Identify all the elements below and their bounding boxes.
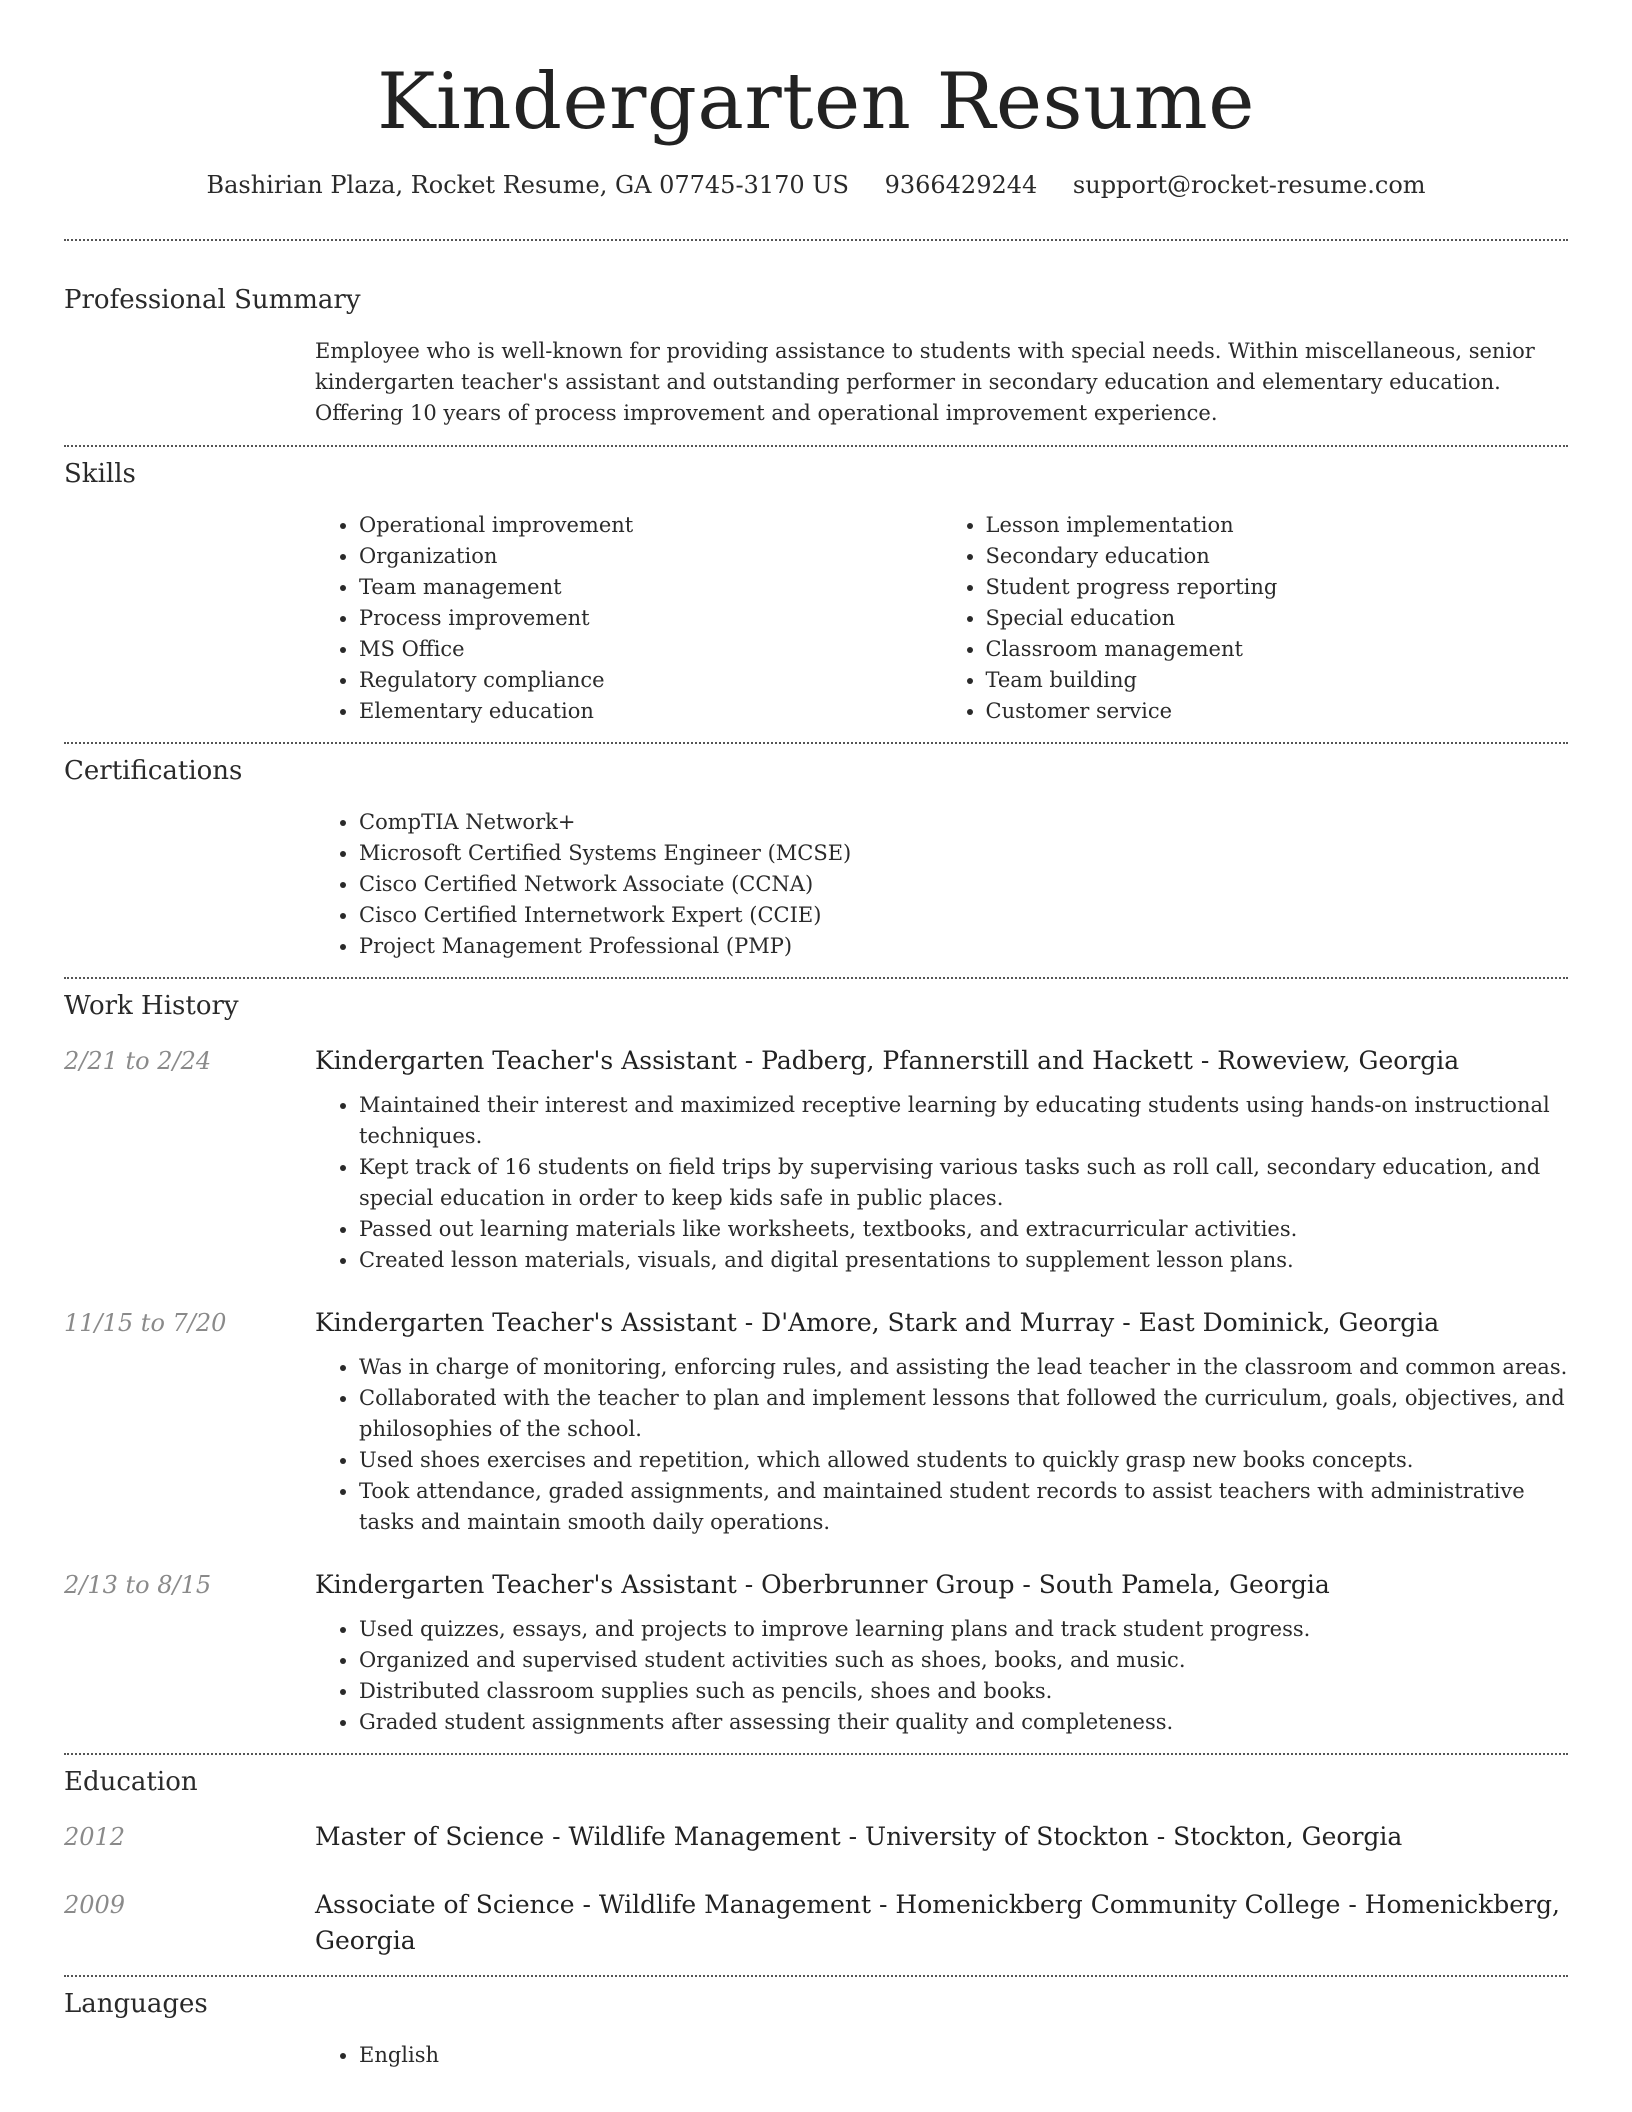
section-divider	[64, 977, 1568, 979]
section-languages	[64, 1987, 1568, 2071]
list-item: • Classroom management	[986, 634, 1569, 665]
education-body	[315, 1819, 1568, 1855]
job-body	[315, 1305, 1568, 1538]
certifications-list	[315, 807, 1568, 962]
summary-text: Employee who is well-known for providing assistance to students with special needs. Within miscellaneous, senior kindergarten teacher's assistant and outstanding performer in secondary education and elementary education. Offering 10 years of process improvement and operational improvement experience.	[315, 339, 1535, 425]
education-heading: Associate of Science - Wildlife Management - Homenickberg Community College - Homenickberg, Georgia	[315, 1890, 1561, 1955]
job-dates: 2/21 to 2/24	[64, 1047, 212, 1075]
section-education	[64, 1765, 1568, 1959]
job-heading: Kindergarten Teacher's Assistant - Oberbrunner Group - South Pamela, Georgia	[315, 1570, 1330, 1599]
section-title-skills: Skills	[64, 459, 136, 489]
section-divider	[64, 1975, 1568, 1977]
job-entry	[64, 1567, 1568, 1738]
list-item: • MS Office	[359, 634, 942, 665]
contact-phone: 9366429244	[884, 171, 1038, 199]
job-heading: Kindergarten Teacher's Assistant - Padberg, Pfannerstill and Hackett - Roweview, Georgia	[315, 1046, 1460, 1075]
list-item: • Distributed classroom supplies such as pencils, shoes and books.	[359, 1676, 1568, 1707]
list-item: • Used quizzes, essays, and projects to improve learning plans and track student progress.	[359, 1614, 1568, 1645]
section-title-summary: Professional Summary	[64, 285, 361, 315]
section-work-history	[64, 989, 1568, 1738]
section-professional-summary	[64, 283, 1568, 429]
job-body	[315, 1043, 1568, 1276]
job-dates: 11/15 to 7/20	[64, 1309, 227, 1337]
job-heading: Kindergarten Teacher's Assistant - D'Amore, Stark and Murray - East Dominick, Georgia	[315, 1308, 1440, 1337]
section-divider	[64, 445, 1568, 447]
list-item: • Team management	[359, 572, 942, 603]
section-certifications	[64, 754, 1568, 962]
list-item: • Cisco Certified Internetwork Expert (CCIE)	[359, 900, 1568, 931]
list-item: • Organized and supervised student activities such as shoes, books, and music.	[359, 1645, 1568, 1676]
list-item: • Team building	[986, 665, 1569, 696]
list-item: • Used shoes exercises and repetition, which allowed students to quickly grasp new books concepts.	[359, 1445, 1568, 1476]
education-heading: Master of Science - Wildlife Management - University of Stockton - Stockton, Georgia	[315, 1822, 1403, 1851]
contact-email: support@rocket-resume.com	[1072, 171, 1426, 199]
list-item: • Lesson implementation	[986, 510, 1569, 541]
resume-title: Kindergarten Resume	[377, 57, 1255, 147]
languages-content	[315, 2040, 1568, 2071]
section-divider	[64, 1753, 1568, 1755]
education-body	[315, 1887, 1568, 1959]
section-title-certifications: Certifications	[64, 756, 243, 786]
list-item: • Took attendance, graded assignments, and maintained student records to assist teachers with administrative tasks and maintain smooth daily operations.	[359, 1476, 1568, 1538]
section-divider	[64, 239, 1568, 241]
list-item: • Special education	[986, 603, 1569, 634]
skills-grid	[315, 510, 1568, 727]
section-divider	[64, 742, 1568, 744]
job-body	[315, 1567, 1568, 1738]
section-title-languages: Languages	[64, 1989, 208, 2019]
list-item: • Customer service	[986, 696, 1569, 727]
job-entry	[64, 1305, 1568, 1538]
list-item: • Project Management Professional (PMP)	[359, 931, 1568, 962]
job-entry	[64, 1043, 1568, 1276]
list-item: • Secondary education	[986, 541, 1569, 572]
resume-page	[64, 0, 1568, 2071]
languages-list	[315, 2040, 1568, 2071]
skills-list-right	[942, 510, 1569, 727]
list-item: • Operational improvement	[359, 510, 942, 541]
job-bullets	[315, 1352, 1568, 1538]
list-item: • Regulatory compliance	[359, 665, 942, 696]
job-bullets	[315, 1090, 1568, 1276]
list-item: • Maintained their interest and maximized receptive learning by educating students using hands-on instructional techniques.	[359, 1090, 1568, 1152]
section-skills	[64, 457, 1568, 727]
job-bullets	[315, 1614, 1568, 1738]
education-year: 2009	[64, 1891, 126, 1919]
list-item: • Graded student assignments after assessing their quality and completeness.	[359, 1707, 1568, 1738]
skills-list-left	[315, 510, 942, 727]
contact-address: Bashirian Plaza, Rocket Resume, GA 07745-3170 US	[206, 171, 849, 199]
list-item: • Was in charge of monitoring, enforcing rules, and assisting the lead teacher in the classroom and common areas.	[359, 1352, 1568, 1383]
list-item: • Cisco Certified Network Associate (CCNA)	[359, 869, 1568, 900]
list-item: • CompTIA Network+	[359, 807, 1568, 838]
certifications-content	[315, 807, 1568, 962]
job-dates: 2/13 to 8/15	[64, 1571, 212, 1599]
list-item: • Process improvement	[359, 603, 942, 634]
list-item: • Created lesson materials, visuals, and digital presentations to supplement lesson plans.	[359, 1245, 1568, 1276]
education-year: 2012	[64, 1823, 126, 1851]
list-item: • Elementary education	[359, 696, 942, 727]
list-item: • Student progress reporting	[986, 572, 1569, 603]
list-item: • Microsoft Certified Systems Engineer (MCSE)	[359, 838, 1568, 869]
section-title-education: Education	[64, 1767, 198, 1797]
contact-line	[64, 168, 1568, 202]
list-item: • Collaborated with the teacher to plan and implement lessons that followed the curriculum, goals, objectives, and philosophies of the school.	[359, 1383, 1568, 1445]
list-item: • Passed out learning materials like worksheets, textbooks, and extracurricular activities.	[359, 1214, 1568, 1245]
list-item: • English	[359, 2040, 1568, 2071]
education-entry	[64, 1887, 1568, 1959]
section-title-work-history: Work History	[64, 991, 239, 1021]
list-item: • Kept track of 16 students on field trips by supervising various tasks such as roll call, secondary education, and special education in order to keep kids safe in public places.	[359, 1152, 1568, 1214]
list-item: • Organization	[359, 541, 942, 572]
education-entry	[64, 1819, 1568, 1855]
